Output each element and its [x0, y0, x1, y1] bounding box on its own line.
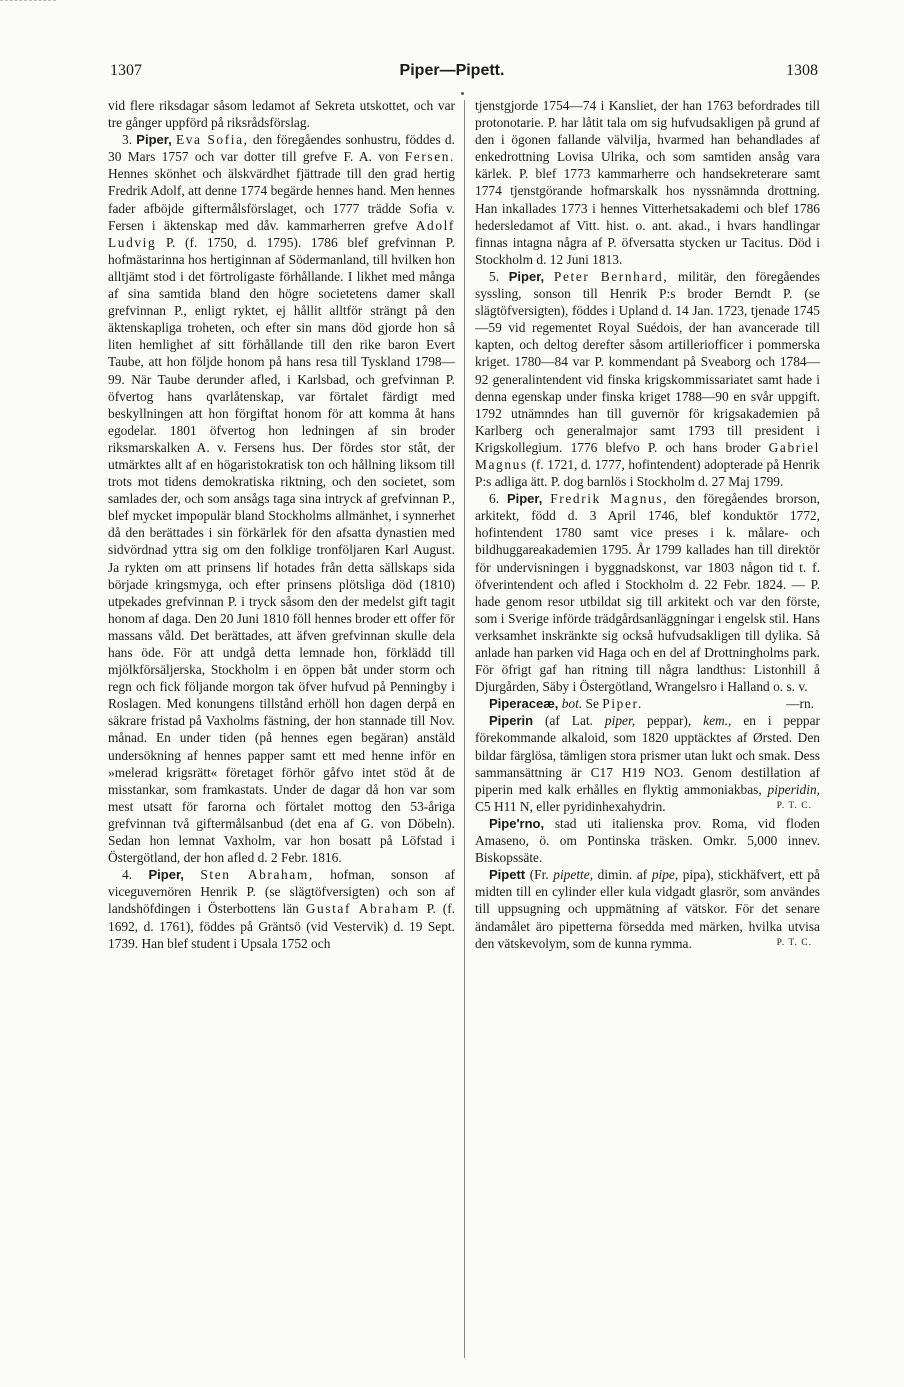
- divider-dot: [461, 92, 464, 95]
- entry-name: Fredrik Magnus,: [550, 491, 669, 507]
- column-divider: [464, 100, 465, 1358]
- entry-piper-sten-abraham: [108, 866, 455, 951]
- entry-text: dimin. af: [593, 867, 652, 883]
- entry-text: (af Lat.: [533, 713, 605, 729]
- entry-continuation: [475, 97, 820, 268]
- entry-text: tjenstgjorde 1754—74 i Kansliet, der han 1763 befordrades till protonotarie. P. har låtit tala om sig hufvudsakligen på grund af den i ögonen fallande välvilja, hvarmed han behandlades af enkedrottning Lovisa Ulrika, och som samtiden ansåg vara kärlek. P. blef 1773 kammarherre och handsekreterare samt 1774 tjenstgörande hofmarskalk hos nyssnämnda drottning. Han inkallades 1773 i hennes Vitterhetsakademi och blef 1786 hedersledamot af Vitt. hist. o. ant. akad., i hvars handlingar finnas intagna några af P. öfversatta stycken ur Tacitus. Död i Stockholm d. 12 Juni 1813.: [475, 98, 820, 267]
- entry-headword: Pipett: [489, 867, 526, 883]
- entry-text: , eller pyridinhexahydrin.: [529, 798, 666, 814]
- right-page-number: 1308: [786, 62, 818, 79]
- entry-piperaceae: [475, 695, 820, 712]
- french-term: pipette,: [553, 867, 594, 883]
- spaced-name: Gustaf Abraham: [305, 901, 420, 917]
- entry-text: Se: [582, 696, 603, 712]
- left-page-number: 1307: [110, 62, 142, 79]
- entry-piper-peter-bernhard: [475, 268, 820, 490]
- entry-headword: Piper,: [136, 132, 172, 148]
- author-signature: P. T. C.: [776, 800, 812, 811]
- subject-abbr: kem.,: [703, 713, 732, 729]
- entry-text: (f. 1721, d. 1777, hofintendent) adopterade på Henrik P:s adliga ätt. P. dog barnlös i Stockholm d. 27 Maj 1799.: [475, 456, 820, 490]
- page-header: [0, 62, 904, 86]
- subject-abbr: bot.: [561, 696, 583, 712]
- entry-number: 4.: [122, 867, 133, 883]
- chemical-term: piperidin,: [767, 781, 820, 797]
- entry-text: pipa), stickhäfvert, ett på midten till en cylinder eller kula vidgadt glasrör, som användes till uppsugning och uppmätning af vätskor. För det senare ändamålet äro pipetterna försedda med märken, hvilka utvisa den vätskevolym, som de kunna rymma.: [475, 867, 820, 951]
- entry-text: peppar),: [635, 713, 704, 729]
- entry-headword: Piper,: [506, 491, 543, 507]
- left-column: [108, 97, 455, 952]
- chemical-formula: C5 H11 N: [475, 798, 530, 814]
- right-column: [475, 97, 820, 952]
- entry-headword: Pipe'rno,: [489, 815, 545, 831]
- entry-headword: Piperaceæ,: [489, 696, 559, 712]
- entry-headword: Piper,: [508, 268, 545, 284]
- entry-piper-eva-sofia: [108, 131, 455, 866]
- entry-name: Peter Bernhard,: [553, 268, 669, 284]
- entry-text: den föregåendes sonhustru, föddes d. 30 Mars 1757 och var dotter till grefve F. A. von: [108, 132, 455, 165]
- entry-text: (Fr.: [525, 867, 554, 883]
- entry-number: 6.: [489, 491, 500, 507]
- spaced-name: Fersen.: [404, 149, 455, 165]
- entry-piperin: [475, 712, 820, 815]
- spaced-name: Adolf Ludvig: [108, 217, 455, 250]
- entry-number: 3.: [122, 132, 133, 148]
- chemical-formula: C17 H19 NO3: [590, 764, 681, 780]
- entry-text: hofman, sonson af viceguvernören Henrik P. (se slägtöfversigten) och son af landshöfdingen i Österbottens län: [108, 867, 455, 917]
- french-term: pipe,: [651, 867, 679, 883]
- entry-text: Hennes skönhet och älskvärdhet fjättrade till den grad hertig Fredrik Adolf, att denne 1774 begärde hennes hand. Men hennes fader afböjde giftermålsförslaget, och 1777 trädde Sofia v. Fersen i äktenskap med dåv. kammarherren grefve: [108, 166, 455, 233]
- entry-text: den föregåendes brorson, arkitekt, född d. 3 April 1746, blef konduktör 1772, hofintendent 1780 samt vice preses i k. målare- och bildhuggareakademien 1795. År 1799 kallades han till direktör för undervisningen i byggnadskonst, var 1803 någon tid t. f. öfverintendent och afled i Stockholm d. 22 Febr. 1824. — P. hade genom resor utbildat sig till arkitekt och var den förste, som i Sverige införde trädgårdsanläggningar i engelsk stil. Hans verksamhet inskränkte sig också hufvudsakligen till dylika. Så anlade han parken vid Haga och en del af Drottningholms park. För öfrigt gaf han ritning till några landthus: Listonhill å Djurgården, Säby i Östergötland, Wrangelsro i Halland o. s. v.: [475, 491, 820, 695]
- entry-text: militär, den föregåendes syssling, sonson till Henrik P:s broder Berndt P. (se slägtöfversigten), föddes i Upland d. 14 Jan. 1723, tjenade 1745—59 vid regementet Royal Suédois, der han avancerade till kapten, och deltog derefter såsom artilleriofficer i pommerska kriget. 1780—84 var P. kommendant på Sveaborg och 1784—92 generalintendent vid finska krigskommissariatet samt hade i denna egenskap under finska kriget 1788—90 en svår uppgift. 1792 utnämndes han till guvernör för krigsakademien på Karlberg och generalmajor samt 1793 till president i Krigskollegium. 1776 blefvo P. och hans broder: [475, 268, 820, 455]
- entry-name: Eva Sofia,: [175, 132, 249, 148]
- entry-text: P. (f. 1692, d. 1761), föddes på Gräntsö (vid Vestervik) d. 19 Sept. 1739. Han blef student i Upsala 1752 och: [108, 901, 455, 951]
- author-signature: —rn.: [786, 696, 814, 712]
- entry-headword: Piper,: [148, 867, 184, 883]
- entry-name: Sten Abraham,: [200, 867, 314, 883]
- running-title: Piper—Pipett.: [399, 62, 505, 79]
- entry-text: . Genom destillation af piperin med kalk erhålles en flyktig ammoniakbas,: [475, 764, 820, 797]
- entry-text: P. (f. 1750, d. 1795). 1786 blef grefvinnan P. hofmästarinna hos hertiginnan af Södermanland, till hvilken hon alltjämt stod i det förtroligaste förhållande. I likhet med många af sina samtida bland den högre societetens damer skall grefvinnan P., enligt ryktet, ej hållit alltför strängt på den äktenskapliga troheten, och efter sin mans död gjorde hon så liten hemlighet af sitt förhållande till den rike baron Evert Taube, att hon följde honom på hans resa till Tyskland 1798—99. När Taube derunder afled, i Karlsbad, och grefvinnan P. öfvertog hans qvarlåtenskap, var förtalet färdigt med beskyllningen att hon förgiftat honom för att komma åt hans egodelar. 1801 öfvertog hon ledningen af sin broder riksmarskalken A. v. Fersens hus. Der fördes stor ståt, der utmärktes allt af en högaristokratisk ton och hållning liksom till trots mot tidens demokratiska riktning, och den societet, som samlades der, och som ansågs taga sina intryck af grefvinnan P., blef mycket impopulär bland Stockholms allmänhet, i synnerhet då den berättades i sin förkärlek för den afsatta dynastien med sidvördnad yttra sig om den folklige tronföljaren Karl August. Ja rykten om att prinsens lif hotades från detta sällskaps sida började kringsmyga, och efter prinsens plötsliga död (1810) utpekades grefvinnan P. i tryck såsom den der medelst gift tagit honom af daga. Den 20 Juni 1810 föll hennes broder ett offer för massans våld. Det berättades, att äfven grefvinnan skulle dela hans öde. För att undgå detta lemnade hon, förklädd till mjölkförsäljerska, Stockholm i en öppen båt under storm och regn och fick följande morgon tak öfver hufvud på Penningby i Roslagen. Med konungens tillstånd erhöll hon dagen derpå en säkrare fristad på Vaxholms fästning, der hon stannade till Nov. månad. En under tiden (på hennes egen begäran) anstäld undersökning af hennes papper samt ett med henne inför en »melerad krigsrätt« företaget förhör gåfvo intet stöd åt de misstankar, som framkastats. Under de dagar då hon var som mest utsatt för farorna och förtalet mottog den 53-åriga grefvinnan två giftermålsanbud (det ena af G. von Döbeln). Sedan hon lemnat Vaxholm, var hon bosatt på Löfstad i Östergötland, der hon afled d. 2 Febr. 1816.: [108, 234, 455, 866]
- entry-text: en i peppar förekommande alkaloid, som 1820 upptäcktes af Ørsted. Den bildar färglösa, tämligen stora prismer utan lukt och smak. Dess sammansättning är: [475, 713, 820, 780]
- cross-reference: Piper.: [602, 696, 643, 712]
- entry-pipett: [475, 866, 820, 951]
- entry-text: stad uti italienska prov. Roma, vid floden Amaseno, ö. om Pontinska träsken. Omkr. 5,000 innev. Biskopssäte.: [475, 815, 820, 866]
- spaced-name: Gabriel Magnus: [475, 439, 820, 472]
- scan-mark: [0, 0, 56, 1]
- entry-text: vid flere riksdagar såsom ledamot af Sekreta utskottet, och var tre gånger uppförd på riksrådsförslag.: [108, 98, 455, 131]
- latin-term: piper,: [604, 713, 636, 729]
- entry-continuation: [108, 97, 455, 131]
- entry-headword: Piperin: [489, 713, 534, 729]
- author-signature: P. T. C.: [776, 937, 812, 948]
- entry-piperno: [475, 815, 820, 866]
- entry-number: 5.: [489, 268, 500, 284]
